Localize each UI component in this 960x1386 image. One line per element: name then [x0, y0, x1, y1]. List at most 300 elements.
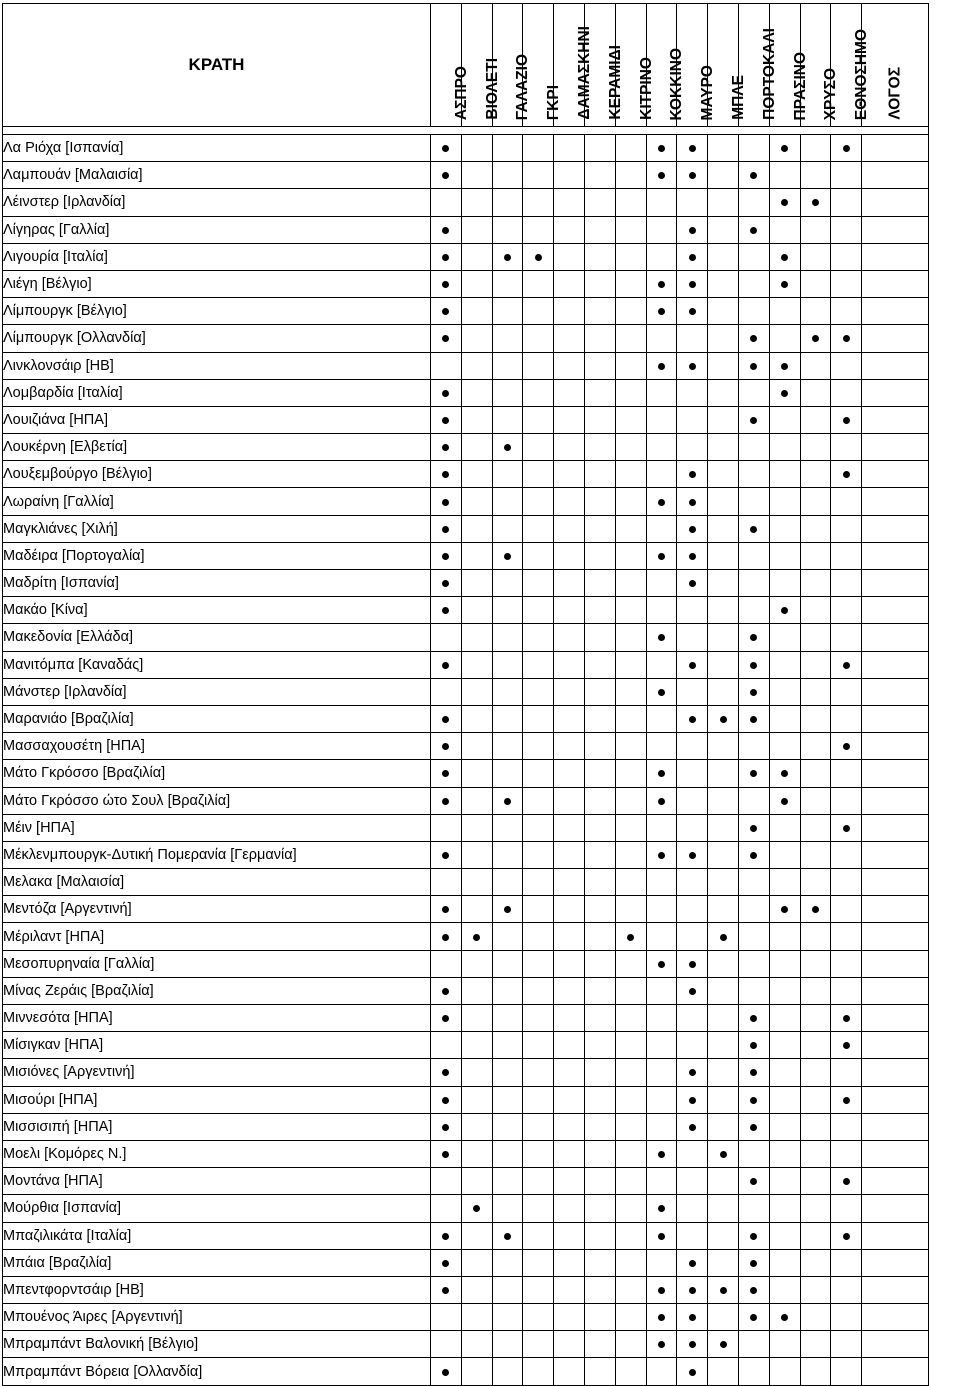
table-body: [3, 127, 929, 1386]
color-cell: [615, 624, 646, 651]
color-cell: [431, 1113, 462, 1140]
color-cell: [431, 624, 462, 651]
color-cell: [523, 352, 554, 379]
logos-cell: [862, 542, 929, 569]
color-cell: [646, 624, 677, 651]
color-cell: [769, 1032, 800, 1059]
state-name: Μέκλενμπουργκ-Δυτική Πομερανία [Γερμανία]: [3, 841, 431, 868]
dot-mark-icon: [720, 1341, 727, 1348]
state-name: Μπουένος Άιρες [Αργεντινή]: [3, 1304, 431, 1331]
dot-mark-icon: [781, 281, 788, 288]
dot-mark-icon: [812, 199, 819, 206]
dot-mark-icon: [442, 172, 449, 179]
dot-mark-icon: [720, 934, 727, 941]
column-header: [492, 4, 532, 127]
logos-cell: [862, 1168, 929, 1195]
color-cell: [615, 896, 646, 923]
color-cell: [523, 162, 554, 189]
color-cell: [738, 624, 769, 651]
color-cell: [769, 1195, 800, 1222]
color-cell: [677, 950, 708, 977]
column-header-label: ΜΑΥΡΟ: [699, 64, 717, 120]
color-cell: [800, 1059, 831, 1086]
logos-cell: [862, 651, 929, 678]
dot-mark-icon: [658, 553, 665, 560]
dot-mark-icon: [504, 906, 511, 913]
color-cell: [461, 1276, 492, 1303]
state-name: Λινκλονσάιρ [ΗΒ]: [3, 352, 431, 379]
dot-mark-icon: [843, 417, 850, 424]
color-cell: [431, 1304, 462, 1331]
logos-cell: [862, 406, 929, 433]
color-cell: [523, 1358, 554, 1385]
color-cell: [769, 651, 800, 678]
dot-mark-icon: [750, 1314, 757, 1321]
color-cell: [800, 787, 831, 814]
dot-mark-icon: [442, 444, 449, 451]
color-cell: [738, 1086, 769, 1113]
color-cell: [431, 1005, 462, 1032]
color-cell: [646, 542, 677, 569]
table-row: [3, 977, 929, 1004]
dot-mark-icon: [843, 145, 850, 152]
color-cell: [554, 1168, 585, 1195]
color-cell: [492, 1168, 523, 1195]
column-header: [646, 4, 686, 127]
color-cell: [677, 841, 708, 868]
color-cell: [584, 950, 615, 977]
state-name: Λα Ριόχα [Ισπανία]: [3, 135, 431, 162]
color-cell: [584, 434, 615, 461]
color-cell: [800, 352, 831, 379]
dot-mark-icon: [442, 281, 449, 288]
dot-mark-icon: [750, 417, 757, 424]
column-header-label: ΑΣΠΡΟ: [452, 65, 470, 120]
table-row: [3, 542, 929, 569]
color-cell: [708, 896, 739, 923]
color-cell: [431, 570, 462, 597]
color-cell: [831, 352, 862, 379]
logos-column-header: [862, 4, 929, 127]
color-cell: [677, 814, 708, 841]
color-cell: [677, 542, 708, 569]
color-cell: [492, 434, 523, 461]
state-name: Μισιόνες [Αργεντινή]: [3, 1059, 431, 1086]
dot-mark-icon: [750, 1097, 757, 1104]
color-cell: [431, 352, 462, 379]
color-cell: [584, 1358, 615, 1385]
table-row: [3, 651, 929, 678]
color-cell: [431, 1249, 462, 1276]
color-cell: [584, 597, 615, 624]
dot-mark-icon: [689, 852, 696, 859]
dot-mark-icon: [812, 906, 819, 913]
color-cell: [523, 135, 554, 162]
color-cell: [738, 597, 769, 624]
color-cell: [646, 298, 677, 325]
dot-mark-icon: [504, 254, 511, 261]
color-cell: [523, 1304, 554, 1331]
color-cell: [492, 923, 523, 950]
dot-mark-icon: [689, 471, 696, 478]
color-cell: [523, 488, 554, 515]
color-cell: [769, 787, 800, 814]
dot-mark-icon: [504, 1233, 511, 1240]
table-row: [3, 624, 929, 651]
color-cell: [831, 434, 862, 461]
color-cell: [615, 352, 646, 379]
color-cell: [523, 841, 554, 868]
color-cell: [492, 1195, 523, 1222]
color-cell: [461, 1195, 492, 1222]
table-row: [3, 1358, 929, 1385]
logos-cell: [862, 950, 929, 977]
color-cell: [461, 216, 492, 243]
state-name: Μούρθια [Ισπανία]: [3, 1195, 431, 1222]
color-cell: [523, 977, 554, 1004]
color-cell: [708, 760, 739, 787]
color-cell: [523, 461, 554, 488]
color-cell: [431, 434, 462, 461]
table-row: [3, 1032, 929, 1059]
table-row: [3, 1140, 929, 1167]
dot-mark-icon: [781, 1314, 788, 1321]
color-cell: [708, 1358, 739, 1385]
color-cell: [461, 379, 492, 406]
logos-cell: [862, 352, 929, 379]
color-cell: [831, 570, 862, 597]
dot-mark-icon: [658, 852, 665, 859]
dot-mark-icon: [442, 1124, 449, 1131]
color-cell: [831, 760, 862, 787]
dot-mark-icon: [689, 961, 696, 968]
color-cell: [831, 1168, 862, 1195]
color-cell: [461, 243, 492, 270]
color-cell: [646, 950, 677, 977]
color-cell: [831, 624, 862, 651]
color-cell: [431, 189, 462, 216]
color-cell: [646, 434, 677, 461]
dot-mark-icon: [750, 1124, 757, 1131]
dot-mark-icon: [750, 172, 757, 179]
color-cell: [461, 135, 492, 162]
color-cell: [431, 950, 462, 977]
color-cell: [831, 896, 862, 923]
color-cell: [800, 814, 831, 841]
color-cell: [492, 1140, 523, 1167]
color-cell: [584, 298, 615, 325]
color-cell: [461, 515, 492, 542]
dot-mark-icon: [442, 1233, 449, 1240]
color-cell: [708, 1005, 739, 1032]
color-cell: [708, 542, 739, 569]
dot-mark-icon: [750, 689, 757, 696]
dot-mark-icon: [750, 1233, 757, 1240]
dot-mark-icon: [504, 798, 511, 805]
color-cell: [831, 787, 862, 814]
color-cell: [492, 950, 523, 977]
color-cell: [492, 298, 523, 325]
color-cell: [708, 270, 739, 297]
color-cell: [800, 406, 831, 433]
column-header: [800, 4, 840, 127]
color-cell: [492, 461, 523, 488]
dot-mark-icon: [442, 1097, 449, 1104]
dot-mark-icon: [843, 825, 850, 832]
column-header: [708, 4, 747, 127]
color-cell: [800, 1113, 831, 1140]
color-cell: [431, 678, 462, 705]
dot-mark-icon: [750, 1178, 757, 1185]
color-cell: [646, 923, 677, 950]
logos-cell: [862, 1005, 929, 1032]
color-cell: [831, 1195, 862, 1222]
color-cell: [554, 379, 585, 406]
color-cell: [677, 760, 708, 787]
color-cell: [800, 678, 831, 705]
table-row: [3, 1195, 929, 1222]
color-cell: [800, 1249, 831, 1276]
color-cell: [738, 162, 769, 189]
color-cell: [677, 162, 708, 189]
color-cell: [461, 651, 492, 678]
color-cell: [769, 243, 800, 270]
color-cell: [492, 814, 523, 841]
color-cell: [461, 1249, 492, 1276]
color-cell: [646, 1005, 677, 1032]
color-cell: [461, 1005, 492, 1032]
color-cell: [523, 570, 554, 597]
state-name: Λέινστερ [Ιρλανδία]: [3, 189, 431, 216]
color-cell: [831, 1222, 862, 1249]
dot-mark-icon: [442, 716, 449, 723]
color-cell: [708, 733, 739, 760]
color-cell: [584, 624, 615, 651]
color-cell: [769, 977, 800, 1004]
color-cell: [738, 814, 769, 841]
dot-mark-icon: [442, 526, 449, 533]
state-name: Μπραμπάντ Βαλονική [Βέλγιο]: [3, 1331, 431, 1358]
color-cell: [646, 1168, 677, 1195]
color-cell: [677, 189, 708, 216]
color-cell: [769, 1358, 800, 1385]
dot-mark-icon: [689, 1097, 696, 1104]
color-cell: [615, 270, 646, 297]
color-cell: [492, 189, 523, 216]
color-cell: [769, 841, 800, 868]
color-cell: [615, 189, 646, 216]
dot-mark-icon: [689, 1260, 696, 1267]
table-row: [3, 352, 929, 379]
color-cell: [800, 461, 831, 488]
color-cell: [523, 298, 554, 325]
color-cell: [461, 488, 492, 515]
color-cell: [800, 1195, 831, 1222]
color-cell: [769, 1086, 800, 1113]
color-cell: [461, 189, 492, 216]
color-cell: [708, 1113, 739, 1140]
logos-cell: [862, 705, 929, 732]
color-cell: [431, 488, 462, 515]
color-cell: [738, 325, 769, 352]
color-cell: [708, 977, 739, 1004]
color-cell: [615, 1222, 646, 1249]
logos-cell: [862, 515, 929, 542]
color-cell: [769, 270, 800, 297]
color-cell: [431, 461, 462, 488]
color-cell: [492, 135, 523, 162]
color-cell: [554, 1276, 585, 1303]
color-cell: [615, 461, 646, 488]
dot-mark-icon: [843, 335, 850, 342]
color-cell: [769, 597, 800, 624]
dot-mark-icon: [781, 390, 788, 397]
color-cell: [584, 1140, 615, 1167]
color-cell: [646, 1304, 677, 1331]
color-cell: [708, 1086, 739, 1113]
color-cell: [646, 1358, 677, 1385]
state-name: Μισούρι [ΗΠΑ]: [3, 1086, 431, 1113]
dot-mark-icon: [750, 1287, 757, 1294]
logos-cell: [862, 1304, 929, 1331]
table-row: [3, 189, 929, 216]
color-cell: [738, 1059, 769, 1086]
color-cell: [584, 406, 615, 433]
color-cell: [738, 243, 769, 270]
state-name: Μαγκλιάνες [Χιλή]: [3, 515, 431, 542]
color-cell: [708, 923, 739, 950]
color-cell: [554, 488, 585, 515]
color-cell: [738, 1358, 769, 1385]
color-cell: [554, 1331, 585, 1358]
color-cell: [492, 651, 523, 678]
color-cell: [677, 733, 708, 760]
color-cell: [492, 1331, 523, 1358]
color-cell: [584, 162, 615, 189]
color-cell: [769, 950, 800, 977]
color-cell: [554, 814, 585, 841]
color-cell: [584, 135, 615, 162]
state-name: Μάτο Γκρόσσο [Βραζιλία]: [3, 760, 431, 787]
color-cell: [769, 814, 800, 841]
color-cell: [708, 515, 739, 542]
color-cell: [584, 733, 615, 760]
color-cell: [492, 896, 523, 923]
color-cell: [615, 787, 646, 814]
color-cell: [431, 162, 462, 189]
color-cell: [646, 189, 677, 216]
color-cell: [523, 1032, 554, 1059]
color-cell: [523, 1086, 554, 1113]
logos-cell: [862, 1113, 929, 1140]
color-cell: [492, 760, 523, 787]
color-cell: [615, 488, 646, 515]
color-cell: [677, 624, 708, 651]
dot-mark-icon: [442, 254, 449, 261]
color-cell: [461, 406, 492, 433]
color-cell: [646, 814, 677, 841]
logos-cell: [862, 216, 929, 243]
color-cell: [461, 1168, 492, 1195]
color-cell: [738, 216, 769, 243]
color-cell: [708, 570, 739, 597]
color-cell: [738, 1005, 769, 1032]
color-cell: [831, 1113, 862, 1140]
dot-mark-icon: [689, 716, 696, 723]
color-cell: [584, 814, 615, 841]
state-name: Μασσαχουσέτη [ΗΠΑ]: [3, 733, 431, 760]
color-cell: [800, 1331, 831, 1358]
dot-mark-icon: [750, 852, 757, 859]
color-cell: [831, 243, 862, 270]
dot-mark-icon: [689, 227, 696, 234]
color-cell: [769, 1168, 800, 1195]
color-cell: [523, 1140, 554, 1167]
color-cell: [831, 1032, 862, 1059]
logos-cell: [862, 1222, 929, 1249]
color-cell: [800, 1005, 831, 1032]
color-cell: [800, 298, 831, 325]
color-cell: [615, 1059, 646, 1086]
color-cell: [554, 651, 585, 678]
color-cell: [769, 1059, 800, 1086]
color-cell: [554, 1249, 585, 1276]
color-cell: [738, 977, 769, 1004]
color-cell: [646, 379, 677, 406]
column-header: [738, 4, 778, 127]
color-cell: [554, 243, 585, 270]
color-cell: [831, 298, 862, 325]
dot-mark-icon: [781, 145, 788, 152]
color-cell: [615, 406, 646, 433]
color-cell: [523, 733, 554, 760]
color-cell: [523, 814, 554, 841]
logos-cell: [862, 1140, 929, 1167]
color-cell: [431, 651, 462, 678]
state-name: Μοντάνα [ΗΠΑ]: [3, 1168, 431, 1195]
table-row: [3, 1331, 929, 1358]
dot-mark-icon: [658, 689, 665, 696]
column-header-label: ΔΑΜΑΣΚΗΝΙ: [575, 26, 593, 120]
state-name: Μακεδονία [Ελλάδα]: [3, 624, 431, 651]
color-cell: [431, 1086, 462, 1113]
color-cell: [554, 325, 585, 352]
state-name: Λουξεμβούργο [Βέλγιο]: [3, 461, 431, 488]
color-cell: [769, 189, 800, 216]
color-cell: [738, 1222, 769, 1249]
color-cell: [800, 1222, 831, 1249]
color-cell: [800, 270, 831, 297]
color-cell: [523, 923, 554, 950]
color-cell: [584, 760, 615, 787]
logos-cell: [862, 243, 929, 270]
color-cell: [677, 896, 708, 923]
dot-mark-icon: [658, 281, 665, 288]
color-cell: [646, 270, 677, 297]
color-cell: [738, 1168, 769, 1195]
color-cell: [708, 1032, 739, 1059]
dot-mark-icon: [658, 172, 665, 179]
color-cell: [615, 1358, 646, 1385]
color-cell: [677, 1059, 708, 1086]
logos-cell: [862, 1249, 929, 1276]
color-cell: [554, 1005, 585, 1032]
color-cell: [584, 787, 615, 814]
logos-cell: [862, 760, 929, 787]
color-cell: [523, 515, 554, 542]
color-cell: [646, 597, 677, 624]
dot-mark-icon: [658, 308, 665, 315]
